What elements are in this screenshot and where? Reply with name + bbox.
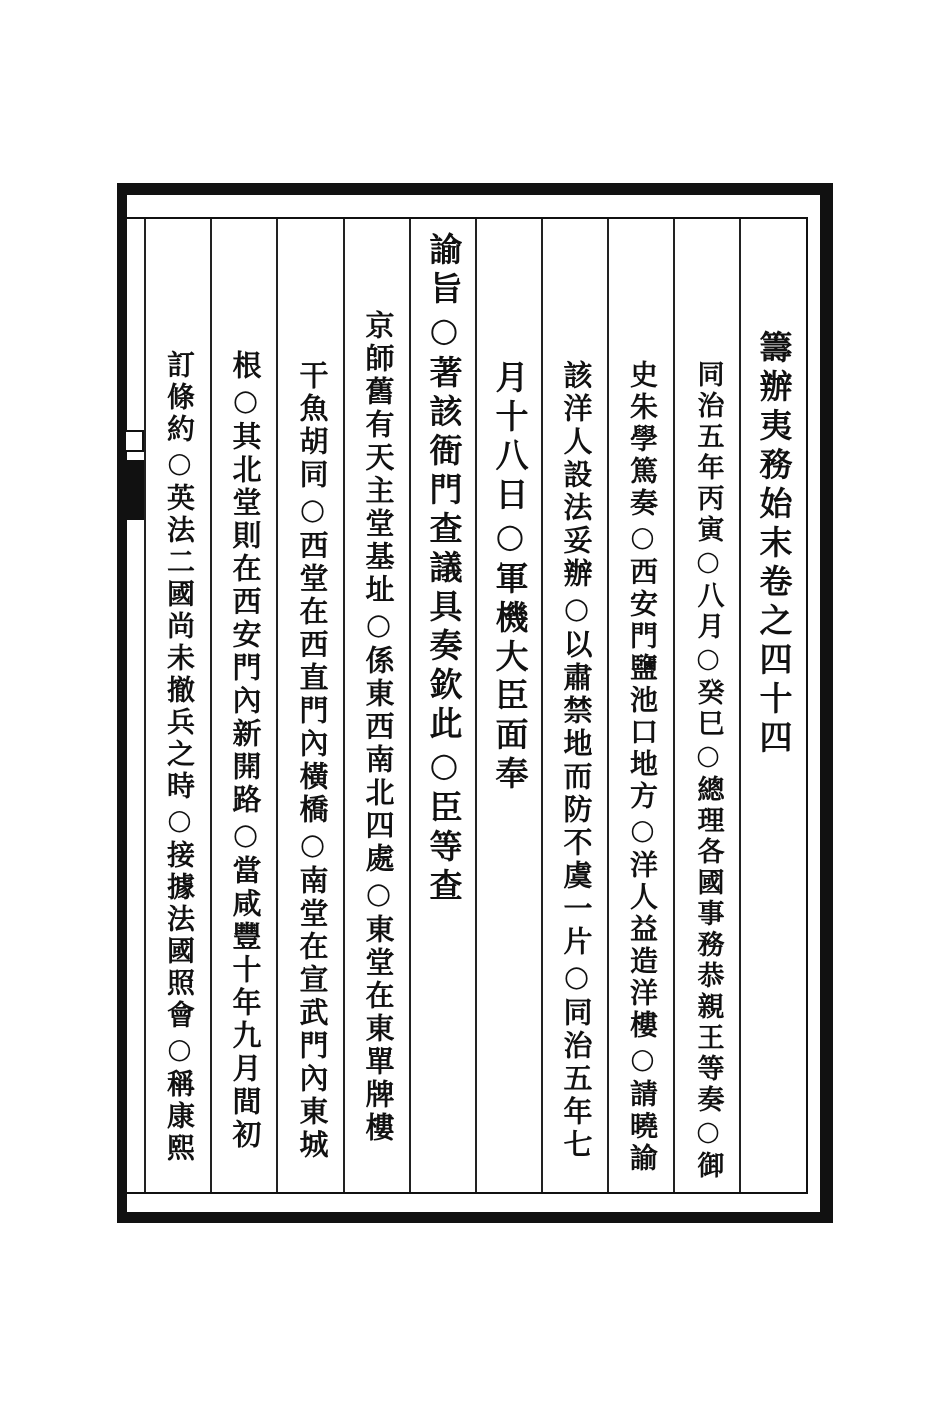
column-text: 該洋人設法妥辦○以肅禁地而防不虞一片○同治五年七 [559, 360, 594, 1162]
text-column [213, 350, 277, 1152]
column-text: 京師舊有天主堂基址○係東西南北四處○東堂在東單牌樓 [361, 310, 396, 1145]
column-rule [144, 219, 146, 1192]
text-column [676, 360, 740, 1182]
column-text: 訂條約○英法二國尚未撤兵之時○接據法國照會○稱康熙 [163, 350, 196, 1165]
text-column [478, 360, 542, 795]
text-column [610, 360, 674, 1175]
text-column [346, 310, 410, 1145]
column-text: 籌辦夷務始末卷之四十四 [754, 330, 794, 759]
text-column-elevated [412, 232, 476, 907]
text-column [280, 360, 344, 1162]
column-text: 史朱學篤奏○西安門鹽池口地方○洋人益造洋樓○請曉諭 [626, 360, 659, 1175]
fishtail-mark-block [124, 460, 144, 520]
text-column [147, 350, 211, 1165]
column-text: 干魚胡同○西堂在西直門內橫橋○南堂在宣武門內東城 [295, 360, 330, 1162]
column-text: 同治五年丙寅○八月○癸巳○總理各國事務恭親王等奏○御 [692, 360, 724, 1182]
text-column [544, 360, 608, 1162]
column-text: 諭旨○著該衙門查議具奏欽此○臣等查 [424, 232, 464, 907]
text-column-title [742, 330, 806, 759]
column-text: 根○其北堂則在西安門內新開路○當咸豐十年九月間初 [228, 350, 263, 1152]
fishtail-mark-top [124, 430, 144, 452]
column-text: 月十八日○軍機大臣面奉 [490, 360, 530, 795]
